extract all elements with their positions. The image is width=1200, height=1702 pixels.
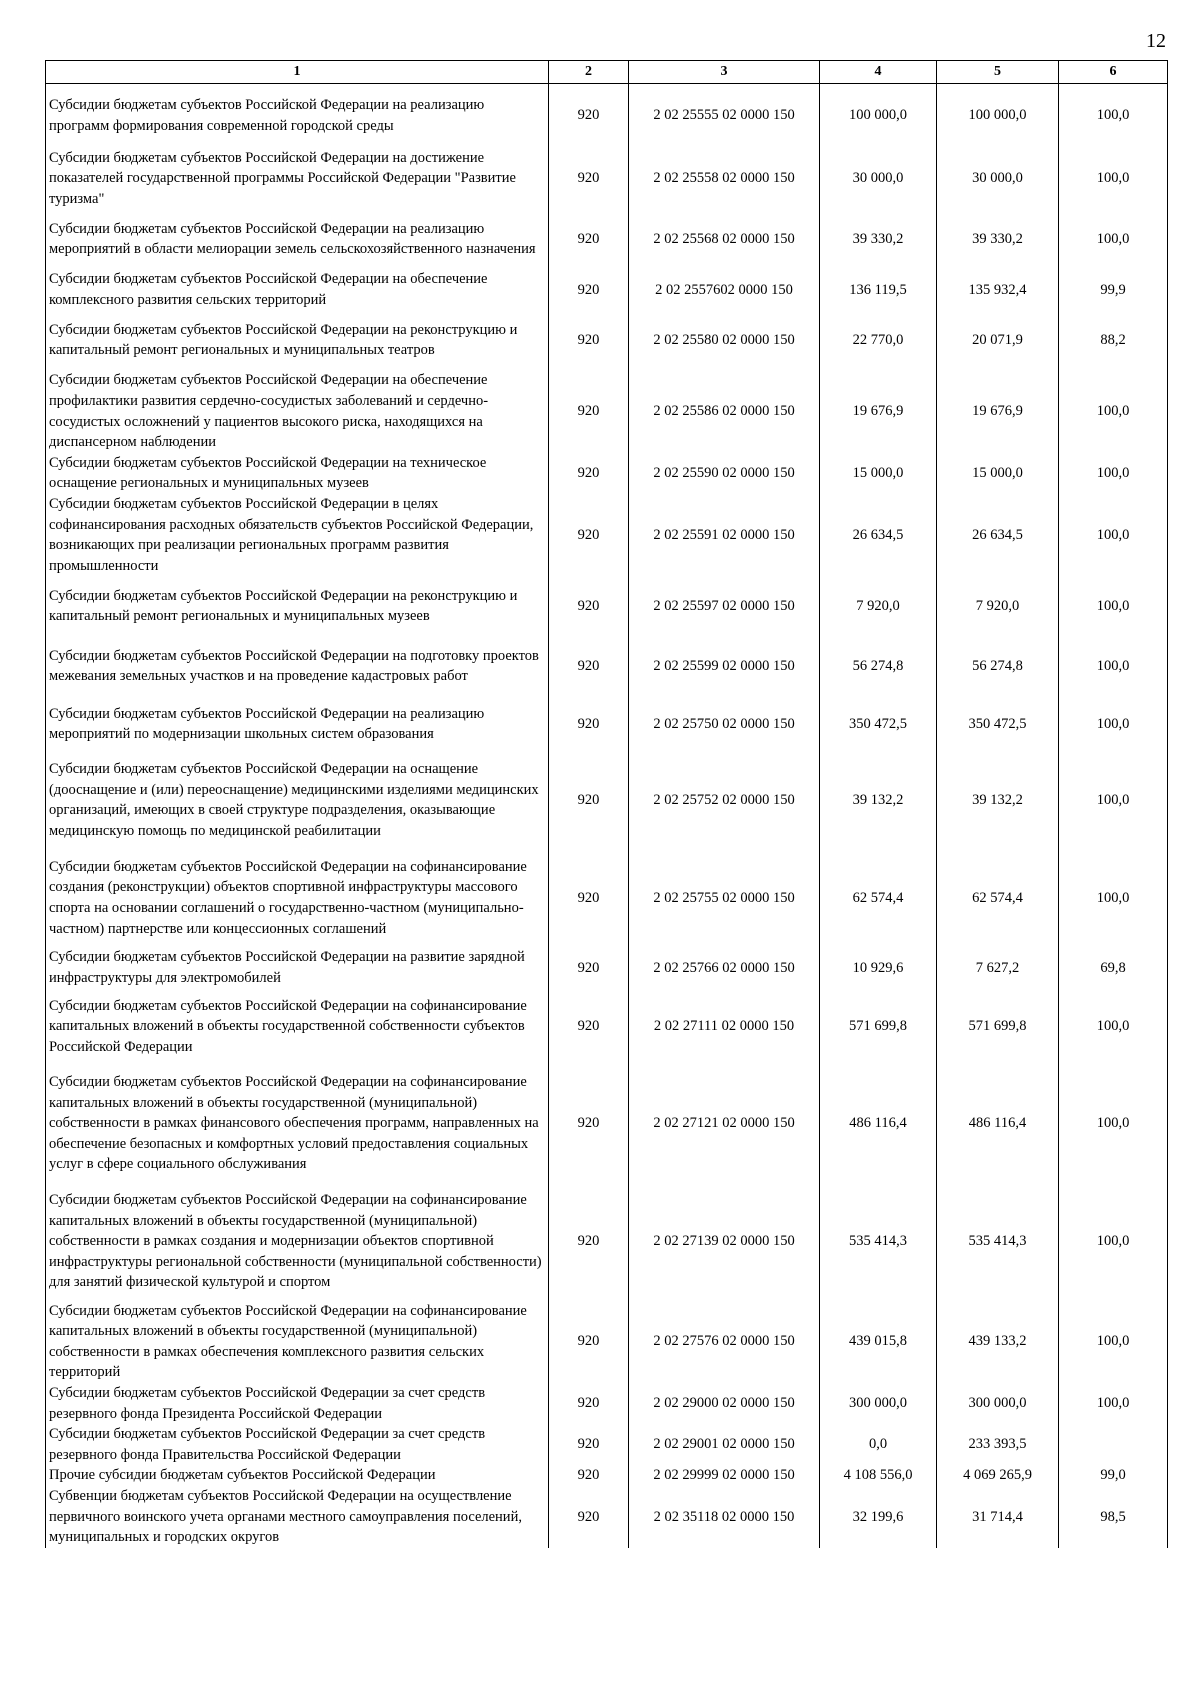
- row-admin-code: 920: [549, 269, 629, 310]
- row-admin-code: 920: [549, 310, 629, 370]
- col-header-2: 2: [549, 61, 629, 84]
- row-description: Субсидии бюджетам субъектов Российской Федерации на софинансирование капитальных вложений в объекты государственной собственности субъектов Российской Федерации: [46, 989, 549, 1065]
- row-actual-value: 535 414,3: [937, 1183, 1059, 1301]
- row-actual-value: 56 274,8: [937, 636, 1059, 696]
- row-description: Субсидии бюджетам субъектов Российской Федерации на софинансирование создания (реконструкции) объектов спортивной инфраструктуры массового спорта на основании соглашений о государственно-частном (муниципально-частном) партнерстве или концессионных соглашений: [46, 848, 549, 947]
- row-actual-value: 20 071,9: [937, 310, 1059, 370]
- row-actual-value: 15 000,0: [937, 453, 1059, 494]
- table-row: [46, 310, 1168, 370]
- row-admin-code: 920: [549, 1424, 629, 1465]
- row-budget-code: 2 02 35118 02 0000 150: [629, 1486, 820, 1548]
- row-percent: 100,0: [1059, 1065, 1168, 1183]
- table-row: [46, 1065, 1168, 1183]
- row-plan-value: 56 274,8: [820, 636, 937, 696]
- row-plan-value: 26 634,5: [820, 494, 937, 576]
- row-percent: 100,0: [1059, 494, 1168, 576]
- table-row: [46, 848, 1168, 947]
- row-budget-code: 2 02 25766 02 0000 150: [629, 947, 820, 988]
- row-budget-code: 2 02 25599 02 0000 150: [629, 636, 820, 696]
- row-plan-value: 439 015,8: [820, 1301, 937, 1383]
- row-budget-code: 2 02 27576 02 0000 150: [629, 1301, 820, 1383]
- row-percent: 100,0: [1059, 148, 1168, 210]
- table-row: [46, 84, 1168, 148]
- row-plan-value: 535 414,3: [820, 1183, 937, 1301]
- row-admin-code: 920: [549, 148, 629, 210]
- row-admin-code: 920: [549, 1465, 629, 1486]
- row-admin-code: 920: [549, 84, 629, 148]
- row-description: Субсидии бюджетам субъектов Российской Федерации на обеспечение профилактики развития сердечно-сосудистых заболеваний и сердечно-сосудистых осложнений у пациентов высокого риска, находящихся на диспансерном наблюдении: [46, 370, 549, 452]
- row-percent: 100,0: [1059, 453, 1168, 494]
- row-budget-code: 2 02 27139 02 0000 150: [629, 1183, 820, 1301]
- row-plan-value: 30 000,0: [820, 148, 937, 210]
- row-plan-value: 39 132,2: [820, 752, 937, 848]
- row-percent: 100,0: [1059, 84, 1168, 148]
- table-row: [46, 453, 1168, 494]
- row-admin-code: 920: [549, 947, 629, 988]
- row-percent: 99,0: [1059, 1465, 1168, 1486]
- table-body: [46, 84, 1168, 1548]
- budget-table: [45, 60, 1168, 1548]
- row-budget-code: 2 02 29999 02 0000 150: [629, 1465, 820, 1486]
- row-description: Субсидии бюджетам субъектов Российской Федерации за счет средств резервного фонда Президента Российской Федерации: [46, 1383, 549, 1424]
- row-budget-code: 2 02 25591 02 0000 150: [629, 494, 820, 576]
- row-percent: 100,0: [1059, 1301, 1168, 1383]
- col-header-4: 4: [820, 61, 937, 84]
- col-header-3: 3: [629, 61, 820, 84]
- row-budget-code: 2 02 25597 02 0000 150: [629, 576, 820, 636]
- row-plan-value: 22 770,0: [820, 310, 937, 370]
- row-plan-value: 7 920,0: [820, 576, 937, 636]
- col-header-5: 5: [937, 61, 1059, 84]
- row-budget-code: 2 02 25586 02 0000 150: [629, 370, 820, 452]
- row-plan-value: 571 699,8: [820, 989, 937, 1065]
- row-description: Субсидии бюджетам субъектов Российской Федерации на реализацию мероприятий по модернизации школьных систем образования: [46, 696, 549, 752]
- row-admin-code: 920: [549, 494, 629, 576]
- row-actual-value: 439 133,2: [937, 1301, 1059, 1383]
- row-description: Субсидии бюджетам субъектов Российской Федерации на подготовку проектов межевания земельных участков и на проведение кадастровых работ: [46, 636, 549, 696]
- row-budget-code: 2 02 27111 02 0000 150: [629, 989, 820, 1065]
- row-description: Субсидии бюджетам субъектов Российской Федерации на техническое оснащение региональных и муниципальных музеев: [46, 453, 549, 494]
- table-row: [46, 1383, 1168, 1424]
- row-plan-value: 4 108 556,0: [820, 1465, 937, 1486]
- row-budget-code: 2 02 25568 02 0000 150: [629, 209, 820, 269]
- row-description: Субсидии бюджетам субъектов Российской Федерации на софинансирование капитальных вложений в объекты государственной (муниципальной) собственности в рамках финансового обеспечения программ, направленных на обеспечение безопасных и комфортных условий предоставления социальных услуг в сфере социального обслуживания: [46, 1065, 549, 1183]
- row-plan-value: 62 574,4: [820, 848, 937, 947]
- row-percent: 99,9: [1059, 269, 1168, 310]
- table-row: [46, 752, 1168, 848]
- row-actual-value: 62 574,4: [937, 848, 1059, 947]
- row-plan-value: 32 199,6: [820, 1486, 937, 1548]
- table-row: [46, 209, 1168, 269]
- row-description: Субсидии бюджетам субъектов Российской Федерации на реализацию мероприятий в области мелиорации земель сельскохозяйственного назначения: [46, 209, 549, 269]
- row-actual-value: 300 000,0: [937, 1383, 1059, 1424]
- row-admin-code: 920: [549, 1301, 629, 1383]
- row-budget-code: 2 02 25752 02 0000 150: [629, 752, 820, 848]
- row-plan-value: 136 119,5: [820, 269, 937, 310]
- row-plan-value: 15 000,0: [820, 453, 937, 494]
- row-actual-value: 31 714,4: [937, 1486, 1059, 1548]
- row-actual-value: 19 676,9: [937, 370, 1059, 452]
- row-admin-code: 920: [549, 989, 629, 1065]
- row-plan-value: 100 000,0: [820, 84, 937, 148]
- row-budget-code: 2 02 25755 02 0000 150: [629, 848, 820, 947]
- page-number: 12: [1146, 30, 1166, 52]
- row-percent: 100,0: [1059, 576, 1168, 636]
- table-row: [46, 947, 1168, 988]
- row-budget-code: 2 02 25590 02 0000 150: [629, 453, 820, 494]
- row-budget-code: 2 02 29001 02 0000 150: [629, 1424, 820, 1465]
- table-row: [46, 1465, 1168, 1486]
- row-percent: 100,0: [1059, 1383, 1168, 1424]
- table-row: [46, 636, 1168, 696]
- header-row: [46, 61, 1168, 84]
- col-header-6: 6: [1059, 61, 1168, 84]
- table-row: [46, 989, 1168, 1065]
- row-percent: 100,0: [1059, 1183, 1168, 1301]
- row-percent: 100,0: [1059, 752, 1168, 848]
- row-description: Субвенции бюджетам субъектов Российской Федерации на осуществление первичного воинского учета органами местного самоуправления поселений, муниципальных и городских округов: [46, 1486, 549, 1548]
- row-budget-code: 2 02 29000 02 0000 150: [629, 1383, 820, 1424]
- row-actual-value: 7 920,0: [937, 576, 1059, 636]
- row-admin-code: 920: [549, 848, 629, 947]
- row-actual-value: 7 627,2: [937, 947, 1059, 988]
- row-admin-code: 920: [549, 453, 629, 494]
- row-actual-value: 486 116,4: [937, 1065, 1059, 1183]
- row-plan-value: 350 472,5: [820, 696, 937, 752]
- table-row: [46, 1424, 1168, 1465]
- row-plan-value: 300 000,0: [820, 1383, 937, 1424]
- row-actual-value: 30 000,0: [937, 148, 1059, 210]
- row-percent: 100,0: [1059, 636, 1168, 696]
- row-budget-code: 2 02 25750 02 0000 150: [629, 696, 820, 752]
- row-description: Субсидии бюджетам субъектов Российской Федерации на оснащение (дооснащение и (или) переоснащение) медицинскими изделиями медицинских организаций, имеющих в своей структуре подразделения, оказывающие медицинскую помощь по медицинской реабилитации: [46, 752, 549, 848]
- row-actual-value: 571 699,8: [937, 989, 1059, 1065]
- row-percent: 69,8: [1059, 947, 1168, 988]
- row-percent: 100,0: [1059, 696, 1168, 752]
- row-percent: [1059, 1424, 1168, 1465]
- table-row: [46, 370, 1168, 452]
- row-plan-value: 10 929,6: [820, 947, 937, 988]
- row-budget-code: 2 02 2557602 0000 150: [629, 269, 820, 310]
- row-actual-value: 26 634,5: [937, 494, 1059, 576]
- row-admin-code: 920: [549, 1383, 629, 1424]
- table-row: [46, 1301, 1168, 1383]
- row-actual-value: 135 932,4: [937, 269, 1059, 310]
- row-percent: 100,0: [1059, 370, 1168, 452]
- row-description: Субсидии бюджетам субъектов Российской Федерации на обеспечение комплексного развития сельских территорий: [46, 269, 549, 310]
- row-budget-code: 2 02 25558 02 0000 150: [629, 148, 820, 210]
- row-description: Субсидии бюджетам субъектов Российской Федерации в целях софинансирования расходных обязательств субъектов Российской Федерации, возникающих при реализации региональных программ развития промышленности: [46, 494, 549, 576]
- row-actual-value: 39 330,2: [937, 209, 1059, 269]
- row-admin-code: 920: [549, 636, 629, 696]
- row-budget-code: 2 02 25580 02 0000 150: [629, 310, 820, 370]
- row-percent: 88,2: [1059, 310, 1168, 370]
- row-plan-value: 0,0: [820, 1424, 937, 1465]
- table-row: [46, 494, 1168, 576]
- row-admin-code: 920: [549, 1486, 629, 1548]
- row-admin-code: 920: [549, 696, 629, 752]
- row-budget-code: 2 02 25555 02 0000 150: [629, 84, 820, 148]
- row-admin-code: 920: [549, 576, 629, 636]
- row-percent: 100,0: [1059, 848, 1168, 947]
- row-actual-value: 4 069 265,9: [937, 1465, 1059, 1486]
- table-row: [46, 1183, 1168, 1301]
- table-row: [46, 269, 1168, 310]
- row-plan-value: 486 116,4: [820, 1065, 937, 1183]
- row-admin-code: 920: [549, 1065, 629, 1183]
- row-plan-value: 39 330,2: [820, 209, 937, 269]
- row-description: Субсидии бюджетам субъектов Российской Федерации на развитие зарядной инфраструктуры для электромобилей: [46, 947, 549, 988]
- row-description: Субсидии бюджетам субъектов Российской Федерации на софинансирование капитальных вложений в объекты государственной (муниципальной) собственности в рамках создания и модернизации объектов спортивной инфраструктуры региональной собственности (муниципальной собственности) для занятий физической культурой и спортом: [46, 1183, 549, 1301]
- row-actual-value: 100 000,0: [937, 84, 1059, 148]
- row-actual-value: 39 132,2: [937, 752, 1059, 848]
- table-row: [46, 148, 1168, 210]
- row-actual-value: 233 393,5: [937, 1424, 1059, 1465]
- row-description: Субсидии бюджетам субъектов Российской Федерации за счет средств резервного фонда Правительства Российской Федерации: [46, 1424, 549, 1465]
- row-actual-value: 350 472,5: [937, 696, 1059, 752]
- row-admin-code: 920: [549, 1183, 629, 1301]
- row-admin-code: 920: [549, 209, 629, 269]
- table-row: [46, 696, 1168, 752]
- row-description: Субсидии бюджетам субъектов Российской Федерации на достижение показателей государственной программы Российской Федерации "Развитие туризма": [46, 148, 549, 210]
- row-percent: 100,0: [1059, 209, 1168, 269]
- row-description: Субсидии бюджетам субъектов Российской Федерации на реконструкцию и капитальный ремонт региональных и муниципальных театров: [46, 310, 549, 370]
- row-budget-code: 2 02 27121 02 0000 150: [629, 1065, 820, 1183]
- row-percent: 100,0: [1059, 989, 1168, 1065]
- row-description: Прочие субсидии бюджетам субъектов Российской Федерации: [46, 1465, 549, 1486]
- row-admin-code: 920: [549, 752, 629, 848]
- row-description: Субсидии бюджетам субъектов Российской Федерации на реализацию программ формирования современной городской среды: [46, 84, 549, 148]
- row-admin-code: 920: [549, 370, 629, 452]
- table-row: [46, 576, 1168, 636]
- table-row: [46, 1486, 1168, 1548]
- row-description: Субсидии бюджетам субъектов Российской Федерации на софинансирование капитальных вложений в объекты государственной (муниципальной) собственности в рамках обеспечения комплексного развития сельских территорий: [46, 1301, 549, 1383]
- row-description: Субсидии бюджетам субъектов Российской Федерации на реконструкцию и капитальный ремонт региональных и муниципальных музеев: [46, 576, 549, 636]
- row-plan-value: 19 676,9: [820, 370, 937, 452]
- row-percent: 98,5: [1059, 1486, 1168, 1548]
- col-header-1: 1: [46, 61, 549, 84]
